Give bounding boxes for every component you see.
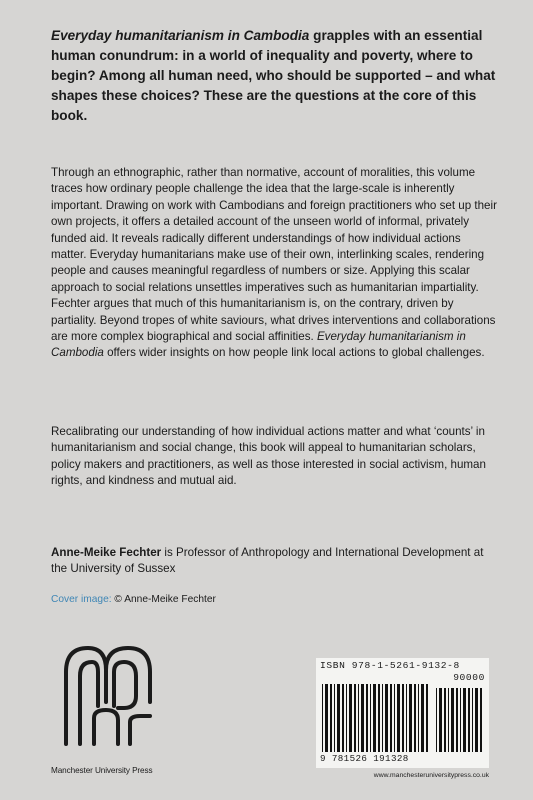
paragraph-1-text: Through an ethnographic, rather than normative, account of moralities, this volume traces how ordinary people challenge the idea that the large-scale is inherently important. Drawing on work with Cambodians and foreign practitioners who set up their own projects, it offers a detailed account of the unseen world of informal, privately funded aid. It reveals radically different understandings of how individual actions matter. Everyday humanitarians make use of their own, interlinking scales, rendering people and causes meaningful regardless of numbers or size. Applying this scalar approach to social relations unsettles imperatives such as humanitarian impartiality. Fechter argues that much of this humanitarianism is, on the contrary, driven by partiality. Beyond tropes of white saviours, what drives interventions and collaborations are more complex biographical and social affinities.: [51, 166, 497, 344]
price-code: 90000: [453, 672, 485, 683]
cover-credit-text: © Anne-Meike Fechter: [111, 594, 216, 605]
book-title-italic: Everyday humanitarianism in Cambodia: [51, 28, 310, 43]
blurb-paragraph-1: [51, 165, 499, 362]
mup-logo-icon: [48, 632, 168, 762]
publisher-logo: [48, 632, 168, 762]
barcode-bars-icon: [316, 658, 489, 768]
blurb-lead-text: grapples with an essential human conundrum: in a world of inequality and poverty, where to begin? Among all human need, who should be supported – and what shapes these choices? These are the questions at the core of this book.: [51, 28, 496, 123]
publisher-url: www.manchesteruniversitypress.co.uk: [373, 772, 489, 779]
author-bio-text: is Professor of Anthropology and International Development at the University of Sussex: [51, 546, 484, 576]
paragraph-1-italic-title: Everyday humanitarianism in Cambodia: [51, 330, 466, 360]
publisher-name: Manchester University Press: [51, 766, 153, 775]
ean-digits: 9 781526 191328: [320, 753, 409, 764]
cover-credit: [51, 593, 216, 607]
blurb-paragraph-2: Recalibrating our understanding of how individual actions matter and what ‘counts’ in humanitarianism and social change, this book will appeal to humanitarian scholars, policy makers and practitioners, as well as those interested in social activism, human rights, and kindness and mutual aid.: [51, 425, 486, 488]
paragraph-1-text-end: offers wider insights on how people link local actions to global challenges.: [103, 346, 485, 360]
blurb-lead: [51, 26, 497, 126]
author-bio: [51, 545, 499, 578]
isbn-barcode: [316, 658, 489, 768]
author-name: Anne-Meike Fechter: [51, 546, 162, 559]
isbn-text: ISBN 978-1-5261-9132-8: [320, 660, 460, 671]
cover-credit-label: Cover image:: [51, 594, 112, 605]
